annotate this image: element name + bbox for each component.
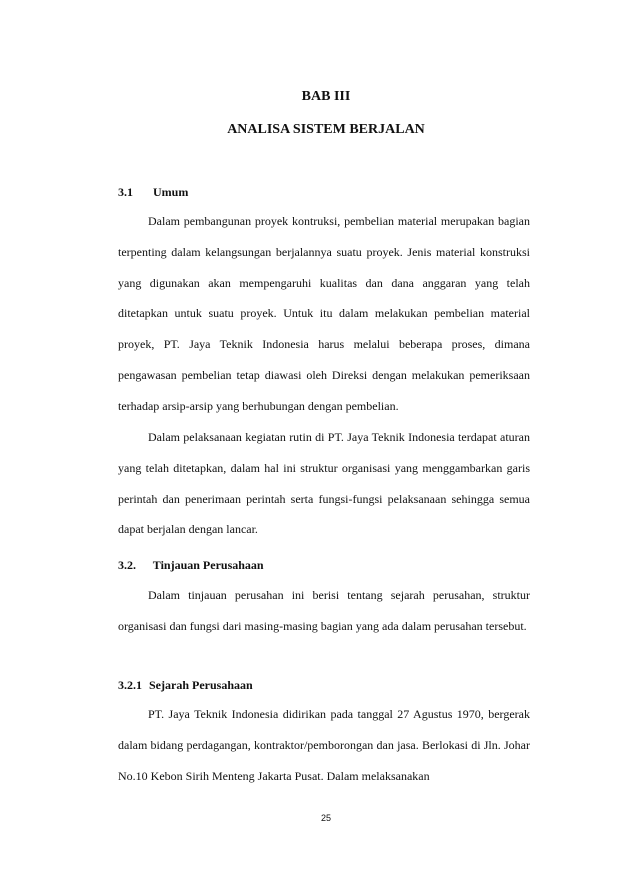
chapter-title: ANALISA SISTEM BERJALAN xyxy=(227,122,425,137)
section-title: Sejarah Perusahaan xyxy=(149,678,253,692)
section-number: 3.2.1 xyxy=(118,678,142,692)
paragraph-sejarah: PT. Jaya Teknik Indonesia didirikan pada tanggal 27 Agustus 1970, bergerak dalam bidang perdagangan, kontraktor/pemborongan dan jasa. Berlokasi di Jln. Johar No.10 Kebon Sirih Menteng Jakarta Pusat. Dalam melaksanakan xyxy=(118,707,530,783)
section-heading-3-2 xyxy=(118,558,264,573)
paragraph-tinjauan: Dalam tinjauan perusahan ini berisi tentang sejarah perusahan, struktur organisasi dan fungsi dari masing-masing bagian yang ada dalam perusahan tersebut. xyxy=(118,588,530,633)
section-number: 3.2. xyxy=(118,558,136,572)
chapter-number: BAB III xyxy=(301,89,351,104)
section-number: 3.1 xyxy=(118,185,133,199)
section-heading-3-1 xyxy=(118,185,188,200)
page-number: 25 xyxy=(320,813,331,823)
section-heading-3-2-1 xyxy=(118,678,253,693)
section-title: Tinjauan Perusahaan xyxy=(152,558,264,572)
paragraph-umum-1: Dalam pembangunan proyek kontruksi, pembelian material merupakan bagian terpenting dalam kelangsungan berjalannya suatu proyek. Jenis material konstruksi yang digunakan akan mempengaruhi kualitas dan dana anggaran yang telah ditetapkan untuk suatu proyek. Untuk itu dalam melakukan pembelian material proyek, PT. Jaya Teknik Indonesia harus melalui beberapa proses, dimana pengawasan pembelian tetap diawasi oleh Direksi dengan melakukan pemeriksaan terhadap arsip-arsip yang berhubungan dengan pembelian. xyxy=(118,214,530,413)
paragraph-umum-2: Dalam pelaksanaan kegiatan rutin di PT. Jaya Teknik Indonesia terdapat aturan yang telah ditetapkan, dalam hal ini struktur organisasi yang menggambarkan garis perintah dan penerimaan perintah serta fungsi-fungsi pelaksanaan sehingga semua dapat berjalan dengan lancar. xyxy=(118,430,530,537)
section-title: Umum xyxy=(153,185,189,199)
